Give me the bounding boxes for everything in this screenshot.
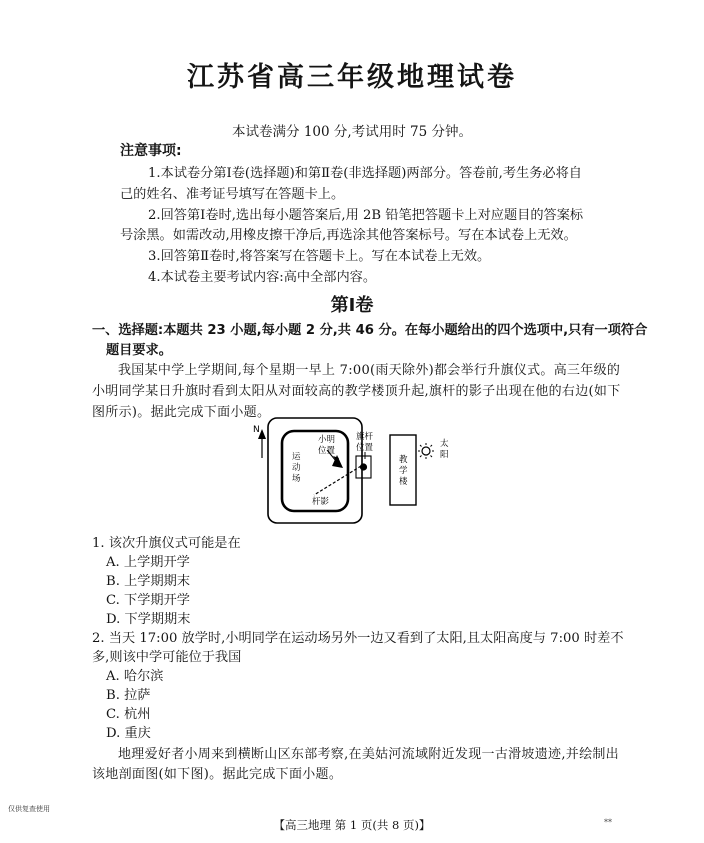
question-2-stem: 2. 当天 17:00 放学时,小明同学在运动场另外一边又看到了太阳,且太阳高度与 7:00 时差不 xyxy=(92,631,624,646)
xiaoming-label: 小明 xyxy=(318,435,336,445)
q2-option-a: A. 哈尔滨 xyxy=(106,669,164,684)
q1-option-a: A. 上学期开学 xyxy=(106,555,190,570)
exam-info: 本试卷满分 100 分,考试用时 75 分钟。 xyxy=(232,124,472,140)
section-instruction: 题目要求。 xyxy=(106,343,172,358)
flagpole-label: 旗杆 xyxy=(356,432,374,442)
passage-line: 图所示)。据此完成下面小题。 xyxy=(92,405,271,420)
north-label: N xyxy=(253,425,260,435)
question-2-stem: 多,则该中学可能位于我国 xyxy=(92,650,242,665)
notice-line: 1.本试卷分第Ⅰ卷(选择题)和第Ⅱ卷(非选择题)两部分。答卷前,考生务必将自 xyxy=(148,166,582,181)
q2-option-c: C. 杭州 xyxy=(106,707,151,722)
playground-label: 运 xyxy=(292,452,301,462)
passage-line: 小明同学某日升旗时看到太阳从对面较高的教学楼顶升起,旗杆的影子出现在他的右边(如下 xyxy=(92,384,621,399)
volume-title: 第Ⅰ卷 xyxy=(330,295,374,316)
playground-label: 动 xyxy=(292,463,301,473)
page-title: 江苏省高三年级地理试卷 xyxy=(187,62,517,93)
xiaoming-label: 位置 xyxy=(318,446,336,456)
corner-mark: ** xyxy=(604,818,612,827)
q1-option-d: D. 下学期期末 xyxy=(106,612,191,627)
sun-label: 太 xyxy=(440,439,449,449)
notice-heading: 注意事项: xyxy=(120,143,182,159)
teaching-building-label: 教 xyxy=(399,455,408,465)
footnote: 仅供复查使用 xyxy=(8,805,50,813)
teaching-building-label: 楼 xyxy=(399,477,408,487)
notice-line: 4.本试卷主要考试内容:高中全部内容。 xyxy=(148,270,377,285)
notice-line: 2.回答第Ⅰ卷时,选出每小题答案后,用 2B 铅笔把答题卡上对应题目的答案标 xyxy=(148,208,584,223)
section-instruction: 一、选择题:本题共 23 小题,每小题 2 分,共 46 分。在每小题给出的四个选项中,只有一项符合 xyxy=(92,323,648,338)
passage-line: 我国某中学上学期间,每个星期一早上 7:00(雨天除外)都会举行升旗仪式。高三年级的 xyxy=(118,363,621,378)
pole-shadow-line xyxy=(314,466,361,495)
page-footer: 【高三地理 第 1 页(共 8 页)】 xyxy=(273,818,431,832)
sun-icon xyxy=(418,443,434,459)
teaching-building-label: 学 xyxy=(399,466,408,476)
notice-line: 号涂黑。如需改动,用橡皮擦干净后,再选涂其他答案标号。写在本试卷上无效。 xyxy=(120,228,577,243)
notice-line: 3.回答第Ⅱ卷时,将答案写在答题卡上。写在本试卷上无效。 xyxy=(148,249,491,264)
q1-option-b: B. 上学期期末 xyxy=(106,574,191,589)
q2-option-d: D. 重庆 xyxy=(106,726,151,741)
sun-label: 阳 xyxy=(440,450,449,460)
flag-ceremony-diagram xyxy=(248,413,463,528)
q2-option-b: B. 拉萨 xyxy=(106,688,151,703)
playground-label: 场 xyxy=(292,474,301,484)
question-1-stem: 1. 该次升旗仪式可能是在 xyxy=(92,536,241,551)
q1-option-c: C. 下学期开学 xyxy=(106,593,190,608)
notice-line: 己的姓名、准考证号填写在答题卡上。 xyxy=(120,187,345,202)
passage-line: 地理爱好者小周来到横断山区东部考察,在美姑河流域附近发现一古滑坡遗迹,并绘制出 xyxy=(118,747,619,762)
north-arrow xyxy=(253,425,266,458)
passage-line: 该地剖面图(如下图)。据此完成下面小题。 xyxy=(92,767,343,782)
flagpole-label: 位置 xyxy=(356,443,374,453)
flagpole-marker xyxy=(360,463,367,470)
pole-shadow-label: 杆影 xyxy=(312,497,330,507)
